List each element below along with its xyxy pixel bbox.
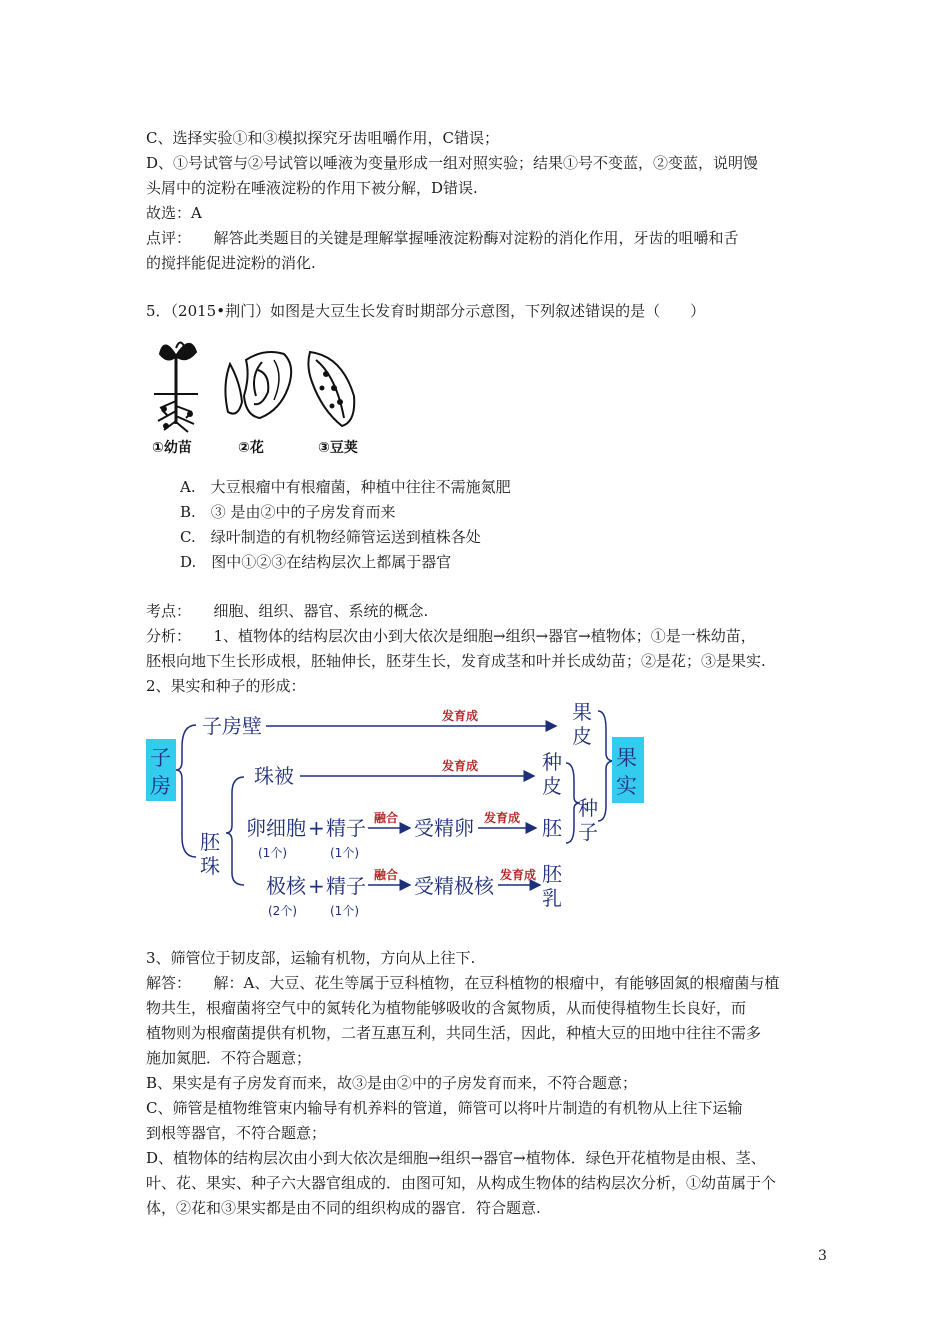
ovule-bracket (226, 777, 244, 885)
fertilized-polar-label: 受精极核 (414, 874, 494, 898)
answer-b: B、果实是有子房发育而来，故③是由②中的子房发育而来，不符合题意； (146, 1074, 638, 1092)
kaodian-line: 考点： 细胞、组织、器官、系统的概念. (146, 602, 429, 620)
flower-drawing (225, 352, 291, 418)
seed-char-1: 种 (578, 796, 598, 820)
soybean-figure (146, 326, 396, 461)
q5-stem: 5．（2015•荆门）如图是大豆生长发育时期部分示意图，下列叙述错误的是（ ） (146, 302, 706, 320)
option-b: B. ③ 是由②中的子房发育而来 (180, 503, 396, 521)
point-3: 3、筛管位于韧皮部，运输有机物，方向从上往下. (146, 949, 476, 967)
answer-a-4: 施加氮肥．不符合题意； (146, 1049, 312, 1067)
ovary-char-1: 子 (150, 746, 171, 770)
fruit-char-1: 果 (616, 746, 637, 770)
seedling-drawing (154, 342, 198, 432)
option-a: A. 大豆根瘤中有根瘤菌，种植中往往不需施氮肥 (180, 478, 511, 496)
sperm-2-count: (1个) (330, 904, 359, 918)
sperm-2-label: 精子 (326, 874, 366, 898)
prev-line-d2: 头屑中的淀粉在唾液淀粉的作用下被分解，D错误. (146, 179, 478, 197)
ovary-char-2: 房 (150, 774, 171, 798)
caption-seedling: ①幼苗 (152, 440, 192, 456)
endosperm-char-1: 胚 (542, 862, 562, 886)
ovule-char-2: 珠 (200, 854, 220, 878)
plus-1: + (308, 816, 325, 840)
prev-comment-2: 的搅拌能促进淀粉的消化. (146, 254, 316, 272)
prev-comment-1: 点评： 解答此类题目的关键是理解掌握唾液淀粉酶对淀粉的消化作用，牙齿的咀嚼和舌 (146, 229, 739, 247)
page-number: 3 (818, 1248, 827, 1264)
caption-pod: ③豆荚 (318, 440, 358, 456)
fenxi-line-1: 分析： 1、植物体的结构层次由小到大依次是细胞→组织→器官→植物体；①是一株幼苗， (146, 627, 756, 645)
embryo-label: 胚 (542, 816, 562, 840)
fruit-bracket (598, 711, 614, 821)
egg-count: (1个) (258, 846, 287, 860)
option-d: D. 图中①②③在结构层次上都属于器官 (180, 553, 452, 571)
ovary-wall-label: 子房壁 (202, 714, 262, 738)
fruit-seed-diagram (146, 697, 646, 927)
point-2: 2、果实和种子的形成： (146, 677, 306, 695)
answer-c-1: C、筛管是植物维管束内输导有机养料的管道，筛管可以将叶片制造的有机物从上往下运输 (146, 1099, 743, 1117)
endosperm-char-2: 乳 (542, 886, 562, 910)
fenxi-line-2: 胚根向地下生长形成根，胚轴伸长，胚芽生长，发育成茎和叶并长成幼苗；②是花；③是果实. (146, 652, 766, 670)
ovule-char-1: 胚 (200, 830, 220, 854)
answer-d-2: 叶、花、果实、种子六大器官组成的．由图可知，从构成生物体的结构层次分析，①幼苗属于个 (146, 1174, 777, 1192)
zygote-label: 受精卵 (414, 816, 474, 840)
answer-c-2: 到根等器官，不符合题意； (146, 1124, 327, 1142)
seed-coat-char-1: 种 (542, 750, 562, 774)
seed-char-2: 子 (578, 820, 598, 844)
polar-count: (2个) (268, 904, 297, 918)
answer-a-3: 植物则为根瘤菌提供有机物，二者互惠互利，共同生活，因此，种植大豆的田地中往往不需多 (146, 1024, 762, 1042)
fuse-label-2: 融合 (374, 868, 399, 882)
develop-label-1: 发育成 (442, 709, 479, 723)
prev-answer: 故选：A (146, 204, 202, 222)
seed-coat-char-2: 皮 (542, 774, 562, 798)
prev-line-c: C、选择实验①和③模拟探究牙齿咀嚼作用，C错误； (146, 129, 499, 147)
develop-label-3: 发育成 (484, 811, 521, 825)
prev-line-d1: D、①号试管与②号试管以唾液为变量形成一组对照实验；结果①号不变蓝，②变蓝，说明馒 (146, 154, 759, 172)
plus-2: + (308, 874, 325, 898)
answer-d-1: D、植物体的结构层次由小到大依次是细胞→组织→器官→植物体．绿色开花植物是由根、茎、 (146, 1149, 766, 1167)
egg-label: 卵细胞 (246, 816, 306, 840)
caption-flower: ②花 (238, 440, 264, 456)
pericarp-char-1: 果 (572, 700, 592, 724)
answer-a-2: 物共生，根瘤菌将空气中的氮转化为植物能够吸收的含氮物质，从而使得植物生长良好，而 (146, 999, 747, 1017)
polar-nuclei-label: 极核 (266, 874, 306, 898)
fruit-char-2: 实 (616, 774, 637, 798)
develop-label-2: 发育成 (442, 759, 479, 773)
option-c: C. 绿叶制造的有机物经筛管运送到植株各处 (180, 528, 481, 546)
ovary-bracket (176, 725, 196, 857)
integument-label: 珠被 (254, 764, 294, 788)
sperm-1-count: (1个) (330, 846, 359, 860)
develop-label-4: 发育成 (500, 868, 537, 882)
pericarp-char-2: 皮 (572, 724, 592, 748)
fuse-label-1: 融合 (374, 811, 399, 825)
sperm-1-label: 精子 (326, 816, 366, 840)
pod-drawing (308, 352, 354, 426)
answer-d-3: 体，②花和③果实都是由不同的组织构成的器官．符合题意. (146, 1199, 541, 1217)
answer-a-1: 解答： 解：A、大豆、花生等属于豆科植物，在豆科植物的根瘤中，有能够固氮的根瘤菌与植 (146, 974, 780, 992)
